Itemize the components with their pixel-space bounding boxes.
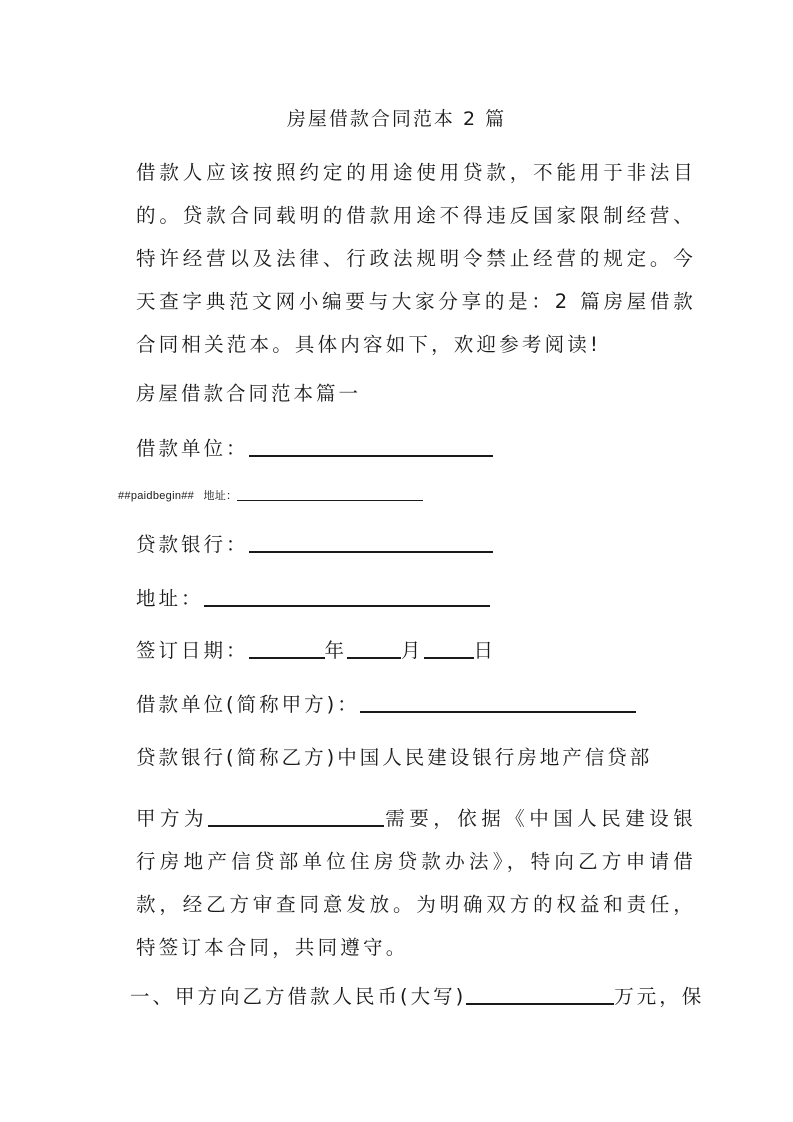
- intro-paragraph: 借款人应该按照约定的用途使用贷款，不能用于非法目的。贷款合同载明的借款用途不得违反国家限制经营、特许经营以及法律、行政法规明令禁止经营的规定。今天查字典范文网小编要与大家分享的是：2 篇房屋借款合同相关范本。具体内容如下，欢迎参考阅读!: [136, 161, 696, 356]
- year-blank: [249, 637, 325, 659]
- day-label: 日: [473, 639, 497, 662]
- small-address-blank: [237, 489, 423, 501]
- party-a-blank: [360, 691, 636, 713]
- clause-1-line: [118, 982, 704, 1012]
- small-address-label: 地址：: [203, 490, 238, 502]
- address-blank: [204, 585, 490, 607]
- paid-marker-line: [118, 487, 423, 503]
- month-label: 月: [401, 639, 424, 662]
- bank-blank: [249, 531, 493, 553]
- document-title: 房屋借款合同范本 2 篇: [286, 108, 507, 130]
- purpose-paragraph: [118, 797, 696, 969]
- year-label: 年: [324, 639, 348, 662]
- clause-1-amount-blank: [466, 983, 614, 1005]
- purpose-blank: [208, 805, 384, 827]
- borrower-label: 借款单位：: [136, 437, 249, 460]
- party-a-line: [118, 690, 636, 720]
- date-line: [118, 636, 496, 666]
- party-a-label: 借款单位(简称甲方)：: [136, 693, 360, 716]
- address-label: 地址：: [136, 587, 204, 610]
- section-heading-text: 房屋借款合同范本篇一: [136, 382, 362, 405]
- borrower-line: [118, 434, 493, 464]
- day-blank: [424, 637, 474, 659]
- party-b-line: [118, 743, 652, 773]
- purpose-rest: 需要，依据《中国人民建设银行房地产信贷部单位住房贷款办法》，特向乙方申请借款，经乙方审查同意发放。为明确双方的权益和责任，特签订本合同，共同遵守。: [136, 807, 696, 959]
- date-label: 签订日期：: [136, 639, 249, 662]
- party-b-text: 贷款银行(简称乙方)中国人民建设银行房地产信贷部: [136, 746, 653, 769]
- clause-1-prefix: 一、甲方向乙方借款人民币(大写): [130, 985, 467, 1008]
- purpose-prefix: 甲方为: [136, 807, 208, 830]
- bank-label: 贷款银行：: [136, 533, 249, 556]
- borrower-blank: [249, 435, 493, 457]
- paid-marker: ##paidbegin##: [118, 490, 195, 502]
- section-heading: [118, 379, 361, 409]
- bank-line: [118, 530, 493, 560]
- clause-1-suffix: 万元，保: [614, 985, 705, 1008]
- address-line: [118, 584, 490, 614]
- month-blank: [347, 637, 401, 659]
